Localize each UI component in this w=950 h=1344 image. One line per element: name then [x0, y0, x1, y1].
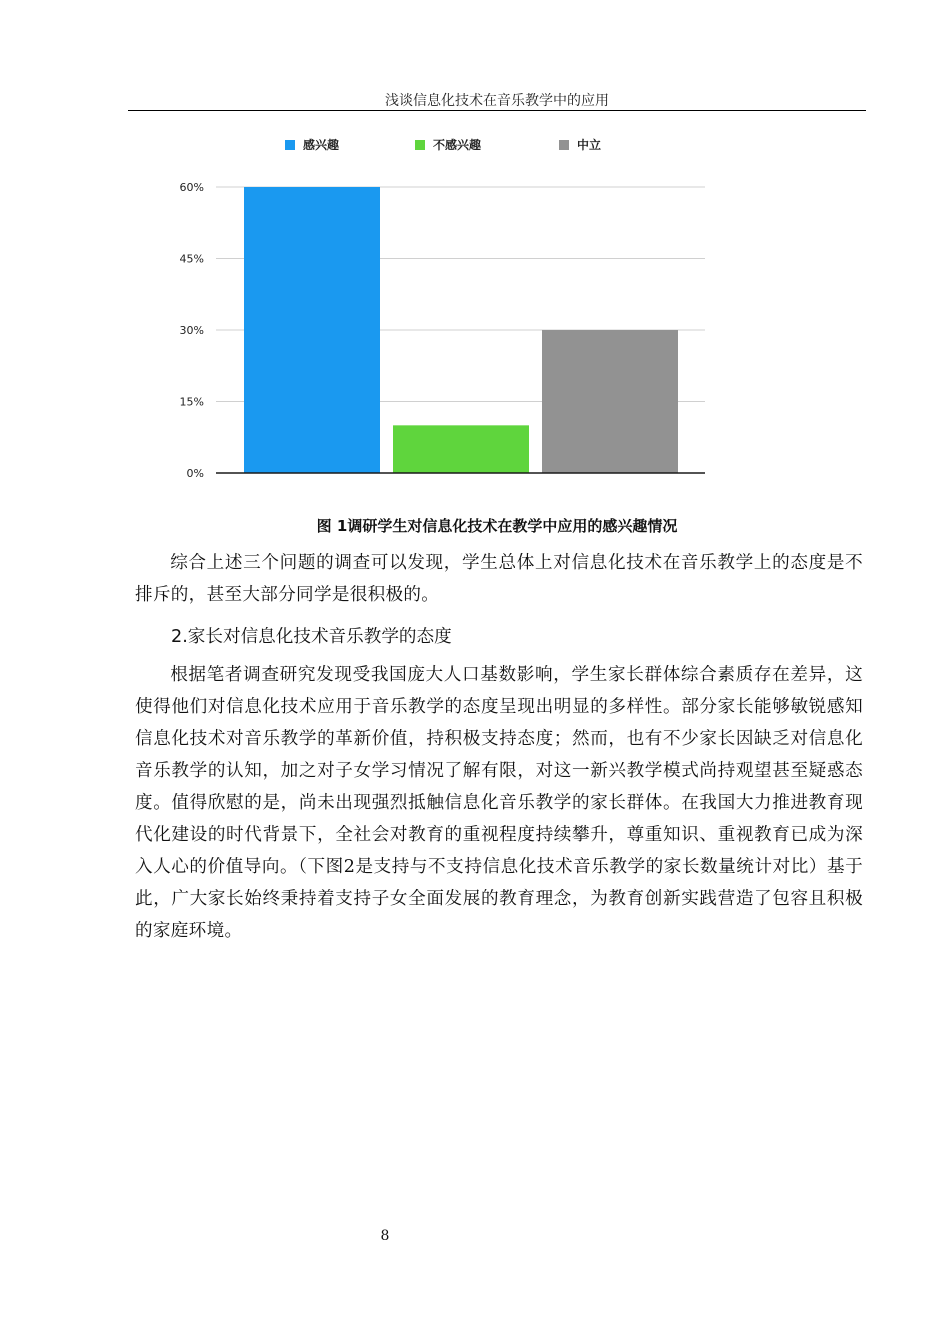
- running-header: 浅谈信息化技术在音乐教学中的应用: [385, 93, 609, 109]
- paragraph-parents-attitude: 根据笔者调查研究发现受我国庞大人口基数影响，学生家长群体综合素质存在差异，这使得他们对信息化技术应用于音乐教学的态度呈现出明显的多样性。部分家长能够敏锐感知信息化技术对音乐教学的革新价值，持积极支持态度；然而，也有不少家长因缺乏对信息化音乐教学的认知，加之对子女学习情况了解有限，对这一新兴教学模式尚持观望甚至疑惑态度。值得欣慰的是，尚未出现强烈抵触信息化音乐教学的家长群体。在我国大力推进教育现代化建设的时代背景下，全社会对教育的重视程度持续攀升，尊重知识、重视教育已成为深入人心的价值导向。（下图2是支持与不支持信息化技术音乐教学的家长数量统计对比）基于此，广大家长始终秉持着支持子女全面发展的教育理念，为教育创新实践营造了包容且积极的家庭环境。: [135, 665, 863, 941]
- legend-swatch-2: [559, 140, 569, 150]
- y-tick-label-3: 45%: [179, 252, 204, 266]
- header-rule: [128, 110, 866, 111]
- legend-swatch-0: [285, 140, 295, 150]
- bar-chart: [160, 124, 740, 494]
- bar-2: [542, 330, 678, 473]
- page-number: 8: [380, 1228, 390, 1244]
- legend-label-1: 不感兴趣: [433, 138, 482, 152]
- y-tick-label-2: 30%: [179, 324, 204, 337]
- y-tick-label-0: 0%: [186, 467, 204, 480]
- legend-label-0: 感兴趣: [303, 138, 340, 152]
- legend-label-2: 中立: [577, 138, 602, 152]
- bar-1: [393, 425, 529, 473]
- section-heading: 2.家长对信息化技术音乐教学的态度: [171, 627, 452, 647]
- paragraph-summary: 综合上述三个问题的调查可以发现，学生总体上对信息化技术在音乐教学上的态度是不排斥的，甚至大部分同学是很积极的。: [135, 553, 863, 605]
- y-tick-label-1: 15%: [179, 395, 204, 409]
- legend-swatch-1: [415, 140, 425, 150]
- figure-caption: 图 1调研学生对信息化技术在教学中应用的感兴趣情况: [316, 517, 678, 535]
- bar-0: [244, 187, 380, 473]
- chart-legend: [285, 137, 601, 152]
- y-axis-ticks: [180, 181, 204, 480]
- y-tick-label-4: 60%: [179, 181, 204, 194]
